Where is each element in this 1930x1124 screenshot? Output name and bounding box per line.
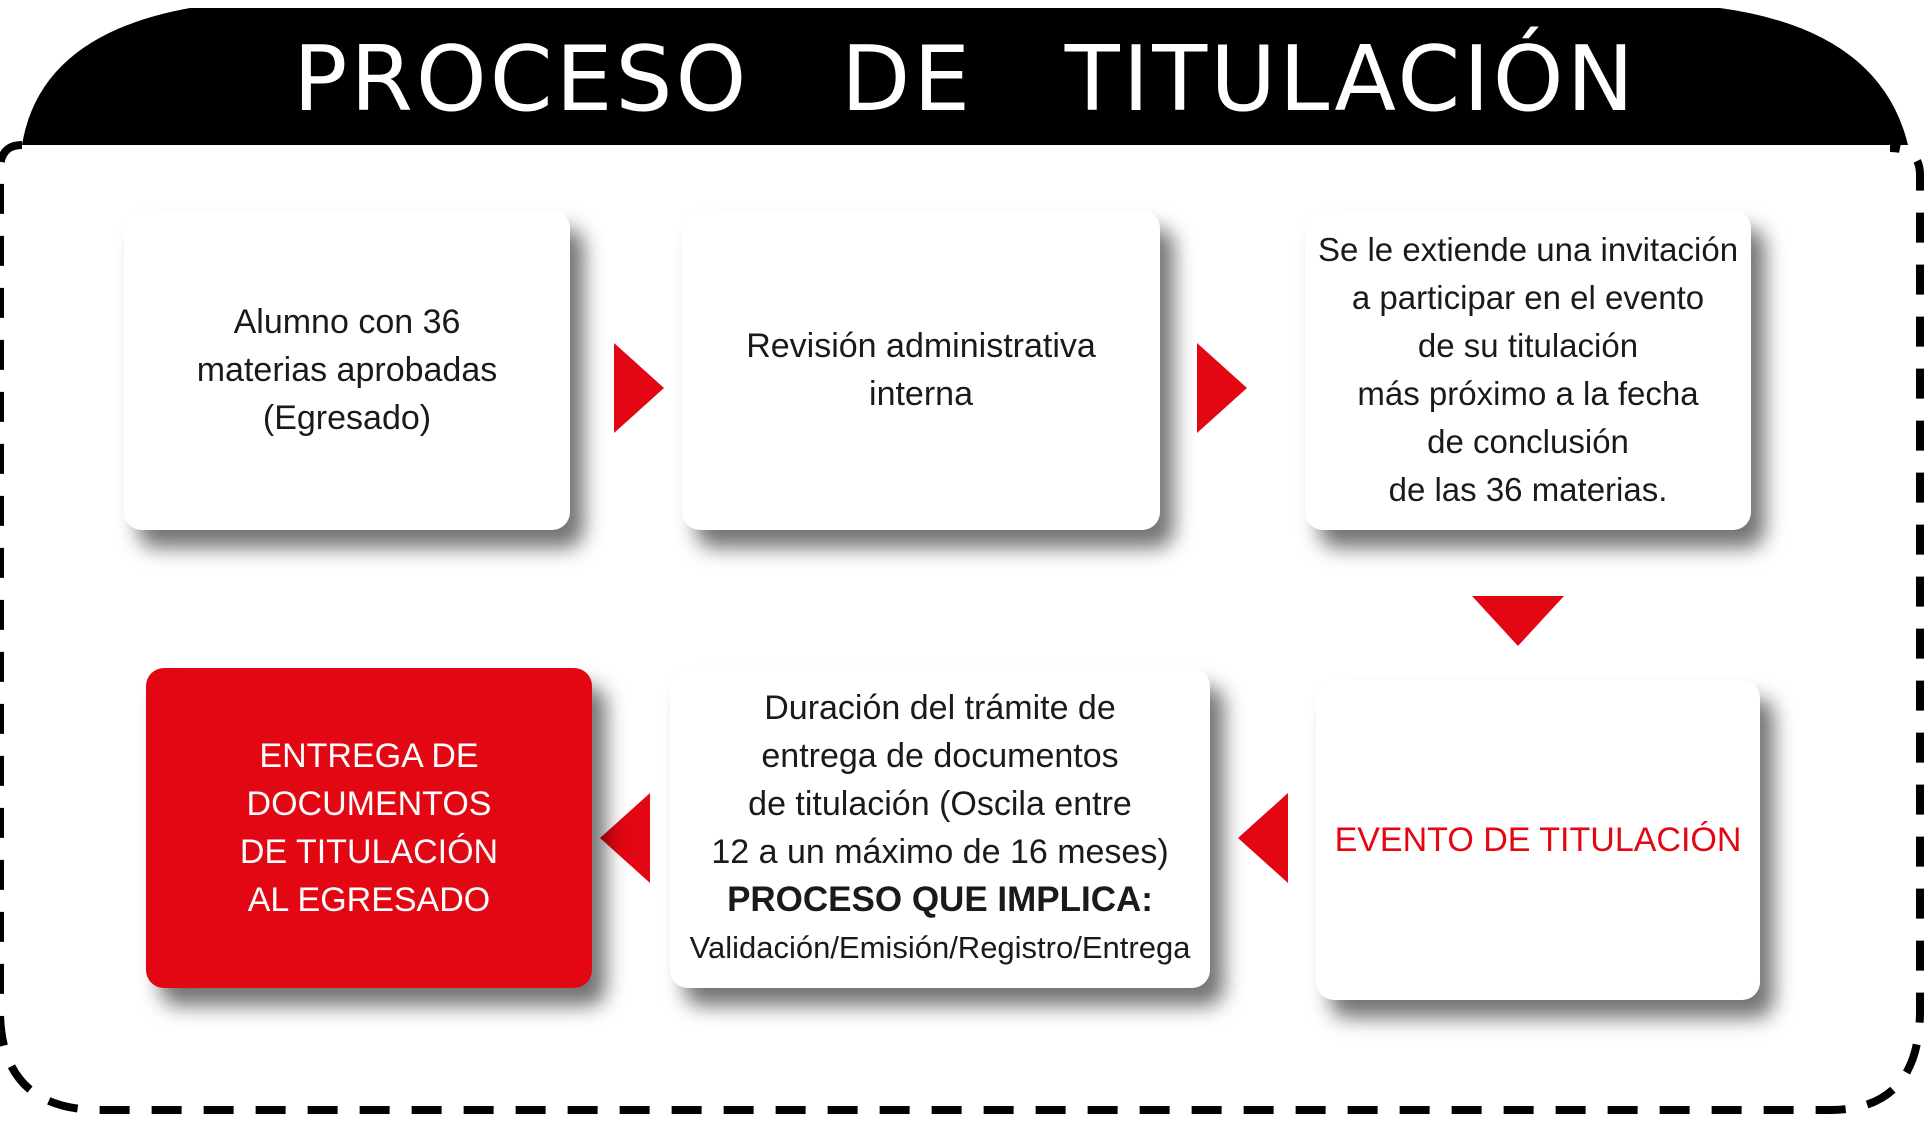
page-title: PROCESO DE TITULACIÓN xyxy=(293,26,1637,132)
step-alumno-egresado xyxy=(124,210,570,530)
step-revision-administrativa xyxy=(682,210,1160,530)
step-duracion-tramite xyxy=(670,668,1210,988)
step-line: Revisión administrativa xyxy=(746,327,1096,365)
step-line: Duración del trámite de xyxy=(764,689,1116,727)
step-line: 12 a un máximo de 16 meses) xyxy=(711,833,1169,871)
arrow-right-icon xyxy=(614,343,664,433)
arrow-down-icon xyxy=(1472,596,1564,646)
step-line: EVENTO DE TITULACIÓN xyxy=(1334,821,1742,859)
step-line: Se le extiende una invitación xyxy=(1317,231,1739,268)
step-line: materias aprobadas xyxy=(196,351,498,389)
arrow-left-icon xyxy=(1238,793,1288,883)
step-line: de las 36 materias. xyxy=(1388,471,1668,508)
step-line: AL EGRESADO xyxy=(247,881,491,919)
step-line: de su titulación xyxy=(1417,327,1639,364)
step-invitacion-evento xyxy=(1305,210,1751,530)
step-line: más próximo a la fecha xyxy=(1357,375,1699,412)
step-line: DOCUMENTOS xyxy=(246,785,492,823)
step-line: de titulación (Oscila entre xyxy=(748,785,1132,823)
step-line: Alumno con 36 xyxy=(233,303,461,341)
arrow-right-icon xyxy=(1197,343,1247,433)
arrow-left-icon xyxy=(600,793,650,883)
step-line: interna xyxy=(869,375,973,413)
step-line: DE TITULACIÓN xyxy=(239,833,499,871)
step-line: a participar en el evento xyxy=(1351,279,1705,316)
step-entrega-documentos xyxy=(146,668,592,988)
step-line: entrega de documentos xyxy=(761,737,1119,775)
step-line: ENTREGA DE xyxy=(259,737,479,775)
step-emphasis: PROCESO QUE IMPLICA: xyxy=(727,880,1153,919)
step-line: de conclusión xyxy=(1427,423,1629,460)
step-evento-titulacion xyxy=(1316,680,1760,1000)
step-detail: Validación/Emisión/Registro/Entrega xyxy=(689,930,1191,965)
step-line: (Egresado) xyxy=(262,399,432,437)
